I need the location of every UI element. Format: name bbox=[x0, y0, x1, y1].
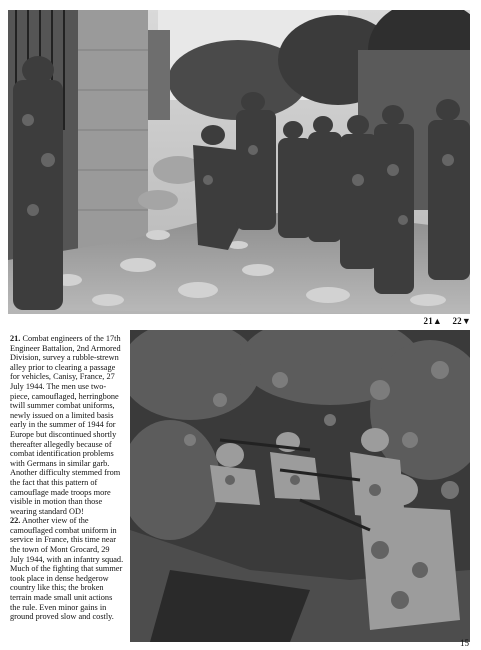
caption-21 bbox=[10, 334, 124, 516]
caption-22-number: 22. bbox=[10, 516, 21, 526]
page-number: 15 bbox=[460, 638, 469, 648]
photo-engineers-canisy-image bbox=[8, 10, 470, 314]
photo-infantry-hedgerow bbox=[130, 330, 470, 642]
plate-references bbox=[416, 316, 471, 326]
caption-22-text: Another view of the camouflaged combat uniform in service in France, this time near the town of Mont Grocard, 29 July 1944, with an infantry squad. Much of the fighting that summer took place in dense hedgerow country like this; the broken terrain made small unit actions the rule. Even minor gains in ground proved slow and costly. bbox=[10, 516, 124, 622]
caption-21-text: Combat engineers of the 17th Engineer Battalion, 2nd Armored Division, survey a rubble-strewn alley prior to clearing a passage for vehicles, Canisy, France, 27 July 1944. The men use two-piece, camouflaged, herringbone twill summer combat uniforms, newly issued on a limited basis early in the summer of 1944 for Europe but discontinued shortly thereafter allegedly because of combat identification problems with Germans in similar garb. Another difficulty stemmed from the fact that this pattern of camouflage made troops more visible in motion than those wearing standard OD! bbox=[10, 334, 121, 516]
photo-infantry-hedgerow-image bbox=[130, 330, 470, 642]
photo-engineers-canisy bbox=[8, 10, 470, 314]
caption-22 bbox=[10, 516, 124, 622]
caption-21-number: 21. bbox=[10, 334, 21, 343]
plate-ref-top: 21▲ bbox=[423, 316, 443, 326]
photo-captions bbox=[10, 334, 124, 622]
plate-ref-bottom: 22▼ bbox=[452, 316, 471, 326]
